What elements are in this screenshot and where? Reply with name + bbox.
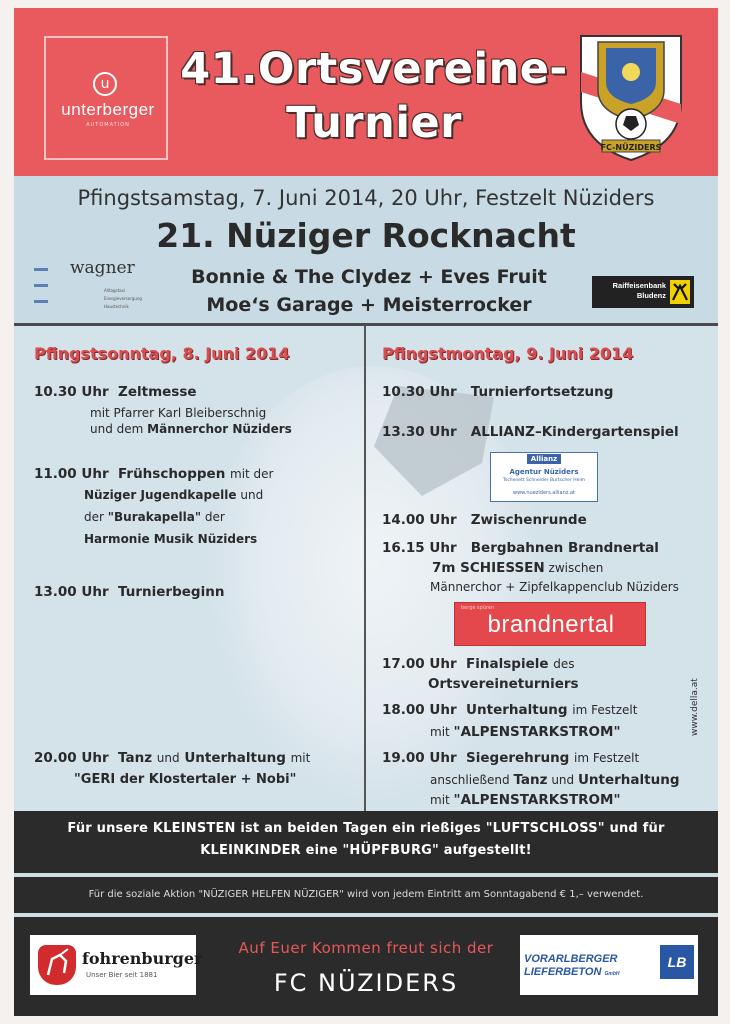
event-time: 11.00 Uhr <box>34 466 109 482</box>
sunday-heading: Pfingstsonntag, 8. Juni 2014 <box>34 344 290 363</box>
rocknacht-bands-line2: Moe‘s Garage + Meisterrocker <box>206 294 532 316</box>
fruehschoppen-sub3: Harmonie Musik Nüziders <box>84 532 258 546</box>
wagner-dash-icon <box>34 300 48 303</box>
wagner-tag: Energieversorgung <box>104 296 142 301</box>
program-section <box>14 323 718 811</box>
footer <box>14 917 718 1016</box>
fohrenburger-name: fohrenburger <box>82 949 203 968</box>
event-suffix: mit der <box>230 467 274 481</box>
event-time: 13.00 Uhr <box>34 584 109 600</box>
monday-event-finalspiele <box>382 656 574 672</box>
event-title2: Unterhaltung <box>184 750 286 766</box>
monday-event-siegerehrung <box>382 750 639 766</box>
event-time: 19.00 Uhr <box>382 750 457 766</box>
social-action-note: Für die soziale Aktion "NÜZIGER HELFEN NÜZIGER" wird von jedem Eintritt am Sonntagabend € 1,– verwendet. <box>14 877 718 913</box>
finalspiele-sub: Ortsvereineturniers <box>428 676 579 692</box>
raiffeisen-giebelkreuz-icon <box>670 280 690 304</box>
fruehschoppen-sub2: der "Burakapella" der <box>84 510 225 524</box>
tanz-sub: "GERI der Klostertaler + Nobi" <box>74 772 297 787</box>
lieferbeton-mark-icon: LB <box>660 945 694 979</box>
sunday-event-zeltmesse <box>34 384 197 400</box>
allianz-names: Tschenett Schneider Burtscher Heim <box>502 478 586 483</box>
allianz-agency: Agentur Nüziders <box>509 468 579 476</box>
monday-heading: Pfingstmontag, 9. Juni 2014 <box>382 344 634 363</box>
raiffeisen-name: Raiffeisenbank Bludenz <box>612 281 666 300</box>
event-title: Finalspiele <box>466 656 549 672</box>
wagner-name: wagner <box>70 258 135 278</box>
raiffeisen-logo <box>592 276 694 308</box>
sunday-event-fruehschoppen <box>34 466 274 482</box>
event-time: 20.00 Uhr <box>34 750 109 766</box>
invite-text: Auf Euer Kommen freut sich der <box>238 939 494 957</box>
event-suffix: im Festzelt <box>572 703 638 717</box>
event-title: Turnierbeginn <box>118 584 225 600</box>
event-title: Unterhaltung <box>466 702 568 718</box>
lieferbeton-line2: LIEFERBETON GmbH <box>524 966 620 978</box>
event-title: Bergbahnen Brandnertal <box>470 540 659 556</box>
event-suffix: mit <box>290 751 311 765</box>
allianz-logo <box>490 452 598 502</box>
event-title: Zwischenrunde <box>470 512 587 528</box>
schiessen-sub: Männerchor + Zipfelkappenclub Nüziders <box>430 580 679 594</box>
event-title: Zeltmesse <box>118 384 197 400</box>
event-time: 17.00 Uhr <box>382 656 457 672</box>
header-band <box>14 8 718 176</box>
event-title: Siegerehrung <box>466 750 570 766</box>
page-title-line2: Turnier <box>286 98 462 148</box>
kids-banner-line2: KLEINKINDER eine "HÜPFBURG" aufgestellt! <box>200 843 532 858</box>
monday-event-turnierfortsetzung <box>382 384 613 400</box>
unterberger-symbol-icon: u <box>93 72 117 96</box>
rocknacht-date: Pfingstsamstag, 7. Juni 2014, 20 Uhr, Festzelt Nüziders <box>77 186 655 210</box>
event-title: Turnierfortsetzung <box>470 384 614 400</box>
brandnertal-name: brandnertal <box>487 611 615 638</box>
brandnertal-logo <box>454 602 646 646</box>
fohrenburger-unicorn-icon <box>38 945 76 985</box>
rocknacht-title: 21. Nüziger Rocknacht <box>156 216 576 255</box>
monday-event-kindergartenspiel <box>382 424 679 440</box>
kids-banner <box>14 811 718 873</box>
event-time: 18.00 Uhr <box>382 702 457 718</box>
rocknacht-bands-line1: Bonnie & The Clydez + Eves Fruit <box>191 266 547 288</box>
fruehschoppen-sub1: Nüziger Jugendkapelle und <box>84 488 264 502</box>
column-divider <box>364 326 366 814</box>
monday-event-unterhaltung <box>382 702 637 718</box>
event-title: Frühschoppen <box>118 466 226 482</box>
club-name: FC NÜZIDERS <box>273 969 459 997</box>
lieferbeton-line1: VORARLBERGER <box>524 953 618 965</box>
fohrenburger-tagline: Unser Bier seit 1881 <box>86 971 158 979</box>
event-time: 10.30 Uhr <box>34 384 109 400</box>
event-mid: und <box>156 751 180 765</box>
wagner-logo <box>32 258 152 318</box>
event-time: 13.30 Uhr <box>382 424 457 440</box>
unterberger-tagline: AUTOMATION <box>86 122 130 128</box>
zeltmesse-sub2: und dem Männerchor Nüziders <box>90 422 292 436</box>
unterberger-logo <box>44 36 168 160</box>
fc-nueziders-crest-icon <box>576 32 686 162</box>
rocknacht-section <box>14 176 718 323</box>
allianz-brand: Allianz <box>491 455 597 463</box>
monday-event-zwischenrunde <box>382 512 587 528</box>
wagner-dash-icon <box>34 268 48 271</box>
siegerehrung-sub1: anschließend Tanz und Unterhaltung <box>430 772 680 788</box>
kids-banner-line1: Für unsere KLEINSTEN ist an beiden Tagen ein rießiges "LUFTSCHLOSS" und für <box>67 821 665 836</box>
unterberger-name: unterberger <box>61 100 155 119</box>
sunday-event-turnierbeginn <box>34 584 224 600</box>
lieferbeton-logo <box>520 935 698 995</box>
event-suffix: des <box>553 657 575 671</box>
wagner-tag: Alltagstaxi <box>104 288 126 293</box>
unterhaltung-sub: mit "ALPENSTARKSTROM" <box>430 724 621 740</box>
page-title-line1: 41.Ortsvereine- <box>180 44 568 94</box>
event-time: 10.30 Uhr <box>382 384 457 400</box>
monday-event-bergbahnen <box>382 540 659 556</box>
crest-label: FC-NÜZIDERS <box>600 143 662 152</box>
zeltmesse-sub1: mit Pfarrer Karl Bleiberschnig <box>90 406 267 420</box>
event-suffix: im Festzelt <box>574 751 640 765</box>
event-title: ALLIANZ–Kindergartenspiel <box>470 424 679 440</box>
poster <box>14 8 718 1016</box>
siegerehrung-sub2: mit "ALPENSTARKSTROM" <box>430 792 621 808</box>
wagner-dash-icon <box>34 284 48 287</box>
schiessen-line: 7m SCHIESSEN zwischen <box>432 560 604 576</box>
wagner-tag: Haustechnik <box>104 304 129 309</box>
sunday-event-tanz <box>34 750 310 766</box>
brandnertal-tagline: berge spüren <box>461 605 495 611</box>
event-time: 16.15 Uhr <box>382 540 457 556</box>
event-title: Tanz <box>118 750 153 766</box>
fohrenburger-logo <box>30 935 203 995</box>
della-url: www.della.at <box>690 678 700 736</box>
event-time: 14.00 Uhr <box>382 512 457 528</box>
allianz-url: www.nueziders.allianz.at <box>512 490 576 496</box>
